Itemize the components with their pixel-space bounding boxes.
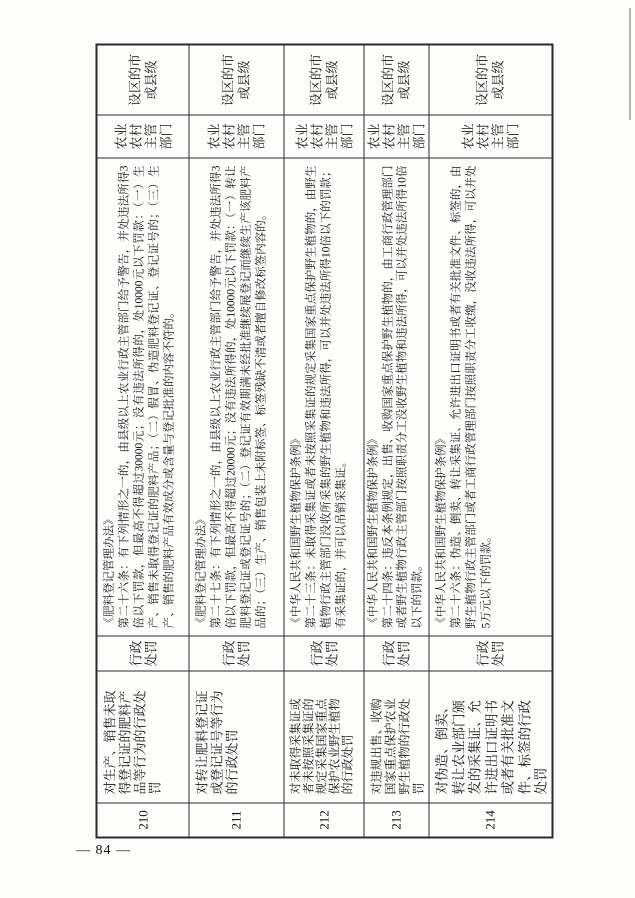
level-text: 设区的市或县级 bbox=[126, 53, 158, 106]
agency-cell bbox=[429, 114, 551, 157]
agency-cell bbox=[364, 114, 428, 157]
legal-basis-cell bbox=[97, 157, 188, 635]
level-cell bbox=[97, 45, 188, 114]
agency-cell bbox=[189, 114, 283, 157]
legal-basis-body: 第二十四条：违反本条例规定，出售、收购国家重点保护野生植物的，由工商行政管理部门或者野生植物行政主管部门按照职责分工没收野生植物和违法所得，可以并处违法所得10倍以下的罚款。 bbox=[381, 165, 423, 628]
agency-text: 农业农村主管部门 bbox=[206, 123, 266, 150]
violation-cell bbox=[284, 670, 363, 802]
violation-cell bbox=[364, 670, 428, 802]
table-row bbox=[189, 45, 284, 836]
penalty-type-cell bbox=[429, 635, 551, 670]
violation-text: 对伪造、倒卖、转让农业部门颁发的采集证、允许进出口证明书或者有关批准文件、标签的行政处罚 bbox=[434, 699, 548, 794]
penalty-type-text: 行政处罚 bbox=[475, 639, 505, 666]
violation-text: 对生产、销售未取得登记证的肥料产品等行为的行政处罚 bbox=[102, 689, 162, 794]
violation-text: 对未取得采集证或者未按照采集证的规定采集国家重点保护农业野生植物的行政处罚 bbox=[288, 697, 354, 794]
row-index-cell bbox=[364, 802, 428, 836]
violation-cell bbox=[189, 670, 283, 802]
agency-text: 农业农村主管部门 bbox=[460, 123, 520, 150]
row-index: 211 bbox=[228, 809, 243, 830]
agency-text: 农业农村主管部门 bbox=[112, 123, 173, 150]
level-cell bbox=[429, 45, 551, 114]
level-text: 设区的市或县级 bbox=[220, 53, 251, 106]
penalty-type-text: 行政处罚 bbox=[221, 639, 251, 666]
legal-basis-title: 《中华人民共和国野生植物保护条例》 bbox=[290, 432, 302, 628]
legal-basis-cell bbox=[429, 157, 551, 635]
violation-cell bbox=[429, 670, 551, 802]
page-number: — 84 — bbox=[76, 843, 131, 858]
legal-basis-cell bbox=[189, 157, 283, 635]
table-row bbox=[284, 45, 364, 836]
row-index: 214 bbox=[482, 809, 497, 830]
penalty-type-cell bbox=[97, 635, 188, 670]
scan-edge-artifact bbox=[629, 8, 631, 120]
table-row bbox=[429, 45, 551, 836]
legal-basis-title: 《肥料登记管理办法》 bbox=[195, 513, 207, 628]
agency-cell bbox=[97, 114, 188, 157]
row-index-cell bbox=[97, 802, 188, 836]
violation-cell bbox=[97, 670, 188, 802]
legal-basis-body: 第二十六条：伪造、倒卖、转让采集证、允许进出口证明书或者有关批准文件、标签的，由野生植物行政主管部门或者工商行政管理部门按照职责分工收缴，没收违法所得，可以并处5万元以下的罚款。 bbox=[450, 165, 492, 628]
row-index-cell bbox=[429, 802, 551, 836]
violation-text: 对违规出售、收购国家重点保护农业野生植物的行政处罚 bbox=[369, 697, 425, 794]
penalty-type-text: 行政处罚 bbox=[381, 639, 411, 666]
legal-basis-body: 第二十七条：有下列情形之一的，由县级以上农业行政主管部门给予警告，并处违法所得3倍以下罚款，但最高不得超过20000元；没有违法所得的，处10000元以下罚款：（一）转让肥料登记证或登记证号的；（二）登记证有效期满未经批准继续展登记而继续生产该肥料产品的；（三）生产、销售包装上未附标签、标签残缺不清或者擅自修改标签内容的。 bbox=[210, 165, 267, 628]
level-text: 设区的市或县级 bbox=[474, 53, 505, 106]
level-text: 设区的市或县级 bbox=[380, 53, 411, 106]
level-cell bbox=[189, 45, 283, 114]
penalty-type-cell bbox=[284, 635, 363, 670]
legal-basis-title: 《中华人民共和国野生植物保护条例》 bbox=[435, 432, 447, 628]
penalty-type-cell bbox=[189, 635, 283, 670]
level-cell bbox=[284, 45, 363, 114]
legal-basis-title: 《中华人民共和国野生植物保护条例》 bbox=[367, 432, 379, 628]
table-row bbox=[97, 45, 189, 836]
row-index: 210 bbox=[134, 809, 150, 830]
level-text: 设区的市或县级 bbox=[307, 53, 339, 106]
row-index-cell bbox=[189, 802, 283, 836]
row-index: 212 bbox=[315, 809, 331, 830]
legal-basis-cell bbox=[364, 157, 428, 635]
level-cell bbox=[364, 45, 428, 114]
legal-basis-title: 《肥料登记管理办法》 bbox=[103, 513, 115, 628]
row-index: 213 bbox=[388, 809, 403, 830]
penalty-type-cell bbox=[364, 635, 428, 670]
agency-text: 农业农村主管部门 bbox=[366, 123, 426, 150]
penalty-type-text: 行政处罚 bbox=[127, 639, 158, 666]
legal-basis-cell bbox=[284, 157, 363, 635]
violation-text: 对转让肥料登记证或登记证号等行为的行政处罚 bbox=[194, 689, 239, 794]
legal-basis-body: 第二十六条：有下列情形之一的，由县级以上农业行政主管部门给予警告，并处违法所得3倍以下罚款，但最高不得超过30000元；没有违法所得的，处10000元以下罚款：（一）生产、销售未取得登记证的肥料产品；（二）假冒、伪造肥料登记证、登记证号的；（三）生产、销售的肥料产品有效成分或含量与登记批准的内容不符的。 bbox=[118, 165, 175, 628]
legal-basis-body: 第二十三条：未取得采集证或者未按照采集证的规定采集国家重点保护野生植物的，由野生植物行政主管部门没收所采集的野生植物和违法所得，可以并处违法所得10倍以下的罚款；有采集证的，并可以吊销采集证。 bbox=[305, 165, 347, 628]
regulation-table bbox=[95, 43, 553, 838]
table-row bbox=[364, 45, 429, 836]
row-index-cell bbox=[284, 802, 363, 836]
penalty-type-text: 行政处罚 bbox=[308, 639, 339, 666]
agency-cell bbox=[284, 114, 363, 157]
agency-text: 农业农村主管部门 bbox=[293, 123, 354, 150]
